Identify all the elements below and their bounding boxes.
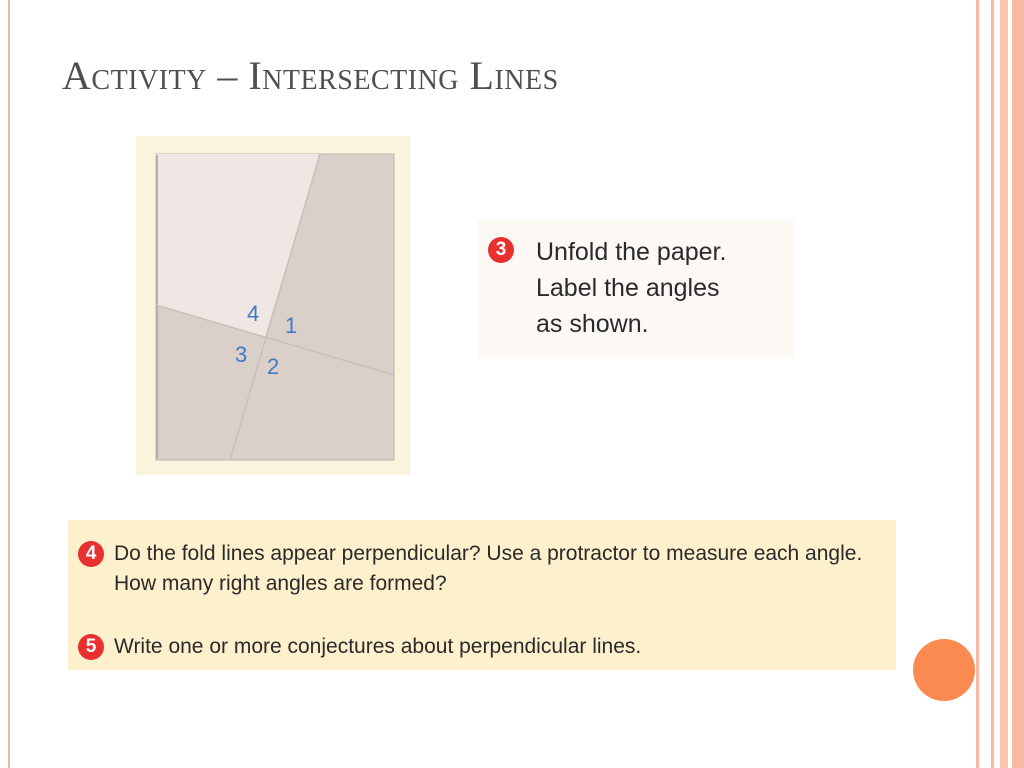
- step-3-text: [536, 234, 786, 342]
- angle-label-2: 2: [267, 354, 280, 379]
- steps-4-5-box: [68, 520, 896, 670]
- step-4-badge: 4: [78, 541, 104, 567]
- right-decorative-stripes: [976, 0, 1024, 768]
- angle-label-3: 3: [235, 342, 248, 367]
- folded-paper-figure: [136, 136, 410, 475]
- left-decorative-rule: [8, 0, 10, 768]
- step-5-text: Write one or more conjectures about perpendicular lines.: [114, 635, 642, 658]
- paper-illustration: [136, 136, 410, 475]
- decorative-orange-circle: [913, 639, 975, 701]
- step-3-box: [478, 220, 794, 358]
- step-3-line-1: Unfold the paper.: [536, 238, 727, 266]
- step-3-line-3: as shown.: [536, 310, 649, 338]
- step-3-line-2: Label the angles: [536, 274, 720, 302]
- slide-title: Activity – Intersecting Lines: [62, 53, 559, 98]
- step-5-badge: 5: [78, 634, 104, 660]
- step-3-badge: 3: [488, 237, 514, 263]
- angle-label-1: 1: [285, 313, 298, 338]
- step-4-text: Do the fold lines appear perpendicular? Use a protractor to measure each angle. How many right angles are formed?: [114, 542, 863, 595]
- angle-label-4: 4: [247, 301, 260, 326]
